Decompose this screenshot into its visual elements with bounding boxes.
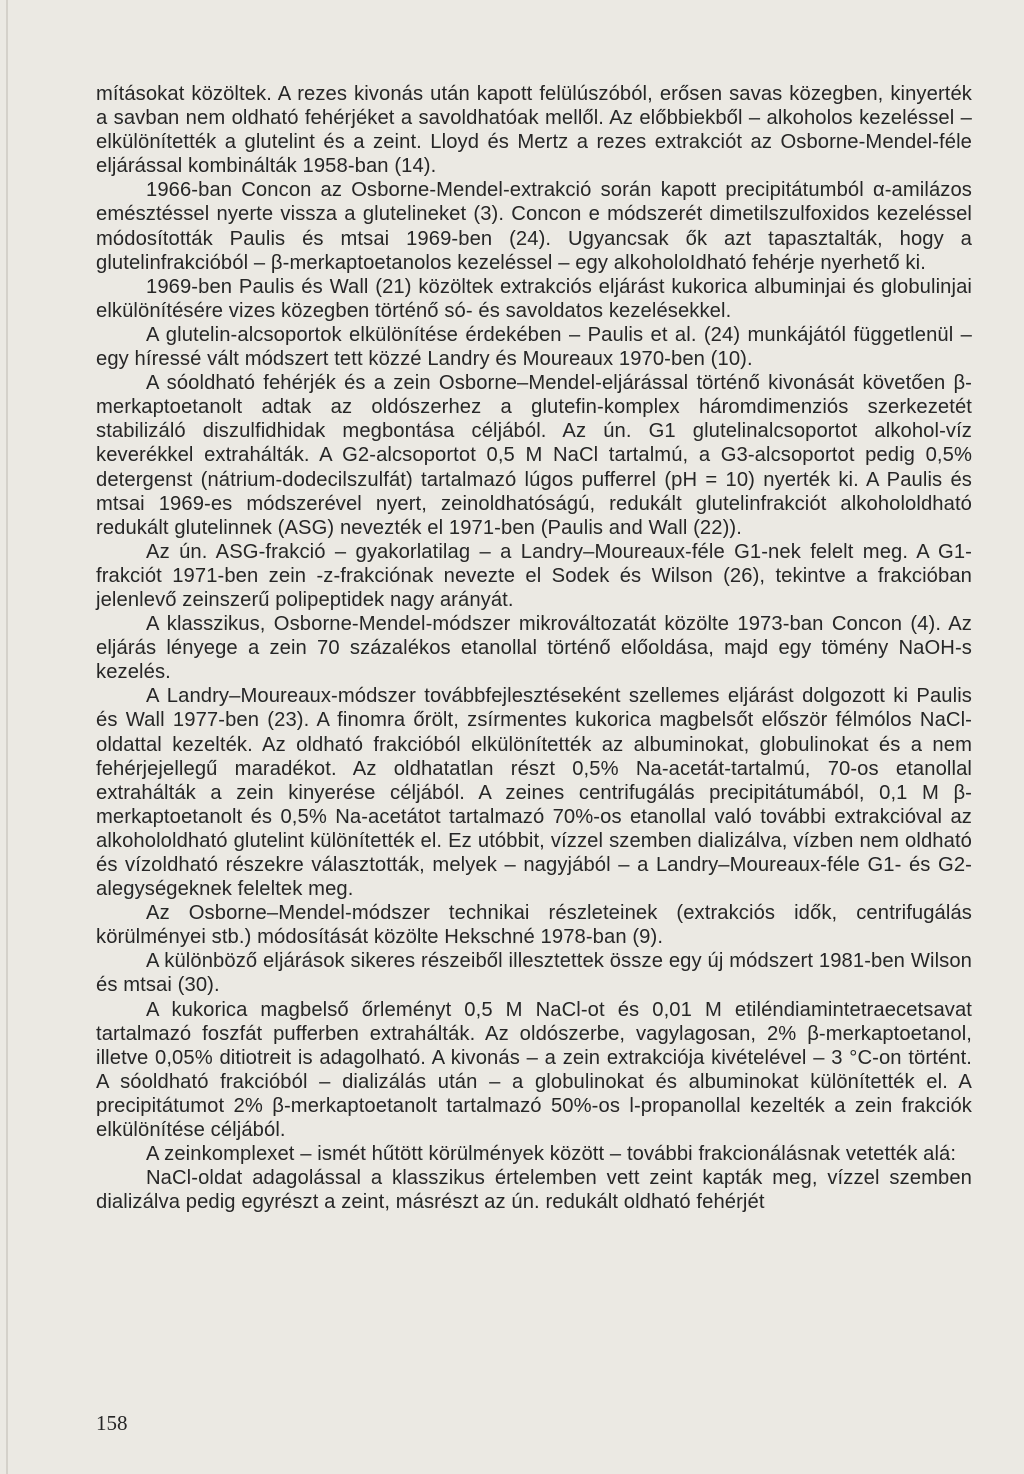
- paragraph-11: A kukorica magbelső őrleményt 0,5 M NaCl-ot és 0,01 M etiléndiamintetraecetsavat tartalmazó foszfát pufferben extrahálták. Az oldószerbe, vagylagosan, 2% β-merkaptoetanol, illetve 0,05% ditiotreit is adagolható. A kivonás – a zein extrakciója kivételével – 3 °C-on történt. A sóoldható frakcióból – dializálás után – a globulinokat és albuminokat különítették el. A precipitátumot 2% β-merkaptoetanolt tartalmazó 50%-os l-propanollal kezelték a zein frakciók elkülönítése céljából.: [96, 998, 972, 1142]
- paragraph-9: Az Osborne–Mendel-módszer technikai részleteinek (extrakciós idők, centrifugálás körülményei stb.) módosítását közölte Hekschné 1978-ban (9).: [96, 902, 972, 949]
- paragraph-10: A különböző eljárások sikeres részeiből illesztettek össze egy új módszert 1981-ben Wilson és mtsai (30).: [96, 950, 972, 997]
- paragraph-13: NaCl-oldat adagolással a klasszikus értelemben vett zeint kapták meg, vízzel szemben dializálva pedig egyrészt a zeint, másrészt az ún. redukált oldható fehérjét: [96, 1167, 972, 1214]
- paragraph-6: Az ún. ASG-frakció – gyakorlatilag – a Landry–Moureaux-féle G1-nek felelt meg. A G1-frakciót 1971-ben zein -z-frakciónak nevezte el Sodek és Wilson (26), tekintve a frakcióban jelenlevő zeinszerű polipeptidek nagy arányát.: [96, 540, 972, 611]
- paragraph-7: A klasszikus, Osborne-Mendel-módszer mikrováltozatát közölte 1973-ban Concon (4). Az eljárás lényege a zein 70 százalékos etanollal történő előoldása, majd egy tömény NaOH-s kezelés.: [96, 613, 972, 684]
- paragraph-1: mításokat közöltek. A rezes kivonás után kapott felülúszóból, erősen savas közegben, kinyerték a savban nem oldható fehérjéket a savoldhatóak mellől. Az előbbiekből – alkoholos kezeléssel – elkülönítették a glutelint és a zeint. Lloyd és Mertz a rezes extrakciót az Osborne-Mendel-féle eljárással kombinálták 1958-ban (14).: [96, 83, 972, 178]
- paragraph-3: 1969-ben Paulis és Wall (21) közöltek extrakciós eljárást kukorica albuminjai és globulinjai elkülönítésére vizes közegben történő só- és savoldatos kezelésekkel.: [96, 275, 972, 322]
- paragraph-8: A Landry–Moureaux-módszer továbbfejlesztéseként szellemes eljárást dolgozott ki Paulis és Wall 1977-ben (23). A finomra őrölt, zsírmentes kukorica magbelsőt először félmólos NaCl-oldattal kezelték. Az oldható frakcióból elkülönítették az albuminokat, globulinokat és a nem fehérjejellegű maradékot. Az oldhatatlan részt 0,5% Na-acetát-tartalmú, 70-os etanollal extrahálták a zein kinyerése céljából. A zeines centrifugálás precipitátumából, 0,1 M β-merkaptoetanolt és 0,5% Na-acetátot tartalmazó 70%-os etanollal való további extrakcióval az alkohololdható glutelint különítették el. Ez utóbbit, vízzel szemben dializálva, vízben nem oldható és vízoldható részekre választották, melyek – nagyjából – a Landry–Moureaux-féle G1- és G2-alegységeknek feleltek meg.: [96, 685, 972, 901]
- page-number: 158: [96, 1411, 128, 1435]
- paragraph-2: 1966-ban Concon az Osborne-Mendel-extrakció során kapott precipitátumból α-amilázos emésztéssel nyerte vissza a glutelineket (3). Concon e módszerét dimetilszulfoxidos kezeléssel módosították Paulis és mtsai 1969-ben (24). Ugyancsak ők azt tapasztalták, hogy a glutelinfrakcióból – β-merkaptoetanolos kezeléssel – egy alkoholoIdható fehérje nyerhető ki.: [96, 179, 972, 274]
- paragraph-4: A glutelin-alcsoportok elkülönítése érdekében – Paulis et al. (24) munkájától függetlenül – egy híressé vált módszert tett közzé Landry és Moureaux 1970-ben (10).: [96, 323, 972, 371]
- paragraph-12: A zeinkomplexet – ismét hűtött körülmények között – további frakcionálásnak vetették alá:: [146, 1143, 957, 1166]
- page-edge-shadow: [6, 0, 8, 1474]
- paragraph-5: A sóoldható fehérjék és a zein Osborne–Mendel-eljárással történő kivonását követően β-merkaptoetanolt adtak az oldószerhez a glutefin-komplex háromdimenziós szerkezetét stabilizáló diszulfidhidak megbontása céljából. Az ún. G1 glutelinalcsoportot alkohol-víz keverékkel extrahálták. A G2-alcsoportot 0,5 M NaCl tartalmú, a G3-alcsoportot pedig 0,5% detergenst (nátrium-dodecilszulfát) tartalmazó lúgos pufferrel (pH = 10) nyerték ki. A Paulis és mtsai 1969-es módszerével nyert, zeinoldhatóságú, redukált glutelinfrakciót alkohololdható redukált glutelinnek (ASG) nevezték el 1971-ben (Paulis and Wall (22)).: [96, 372, 972, 539]
- body-text: [96, 82, 972, 1214]
